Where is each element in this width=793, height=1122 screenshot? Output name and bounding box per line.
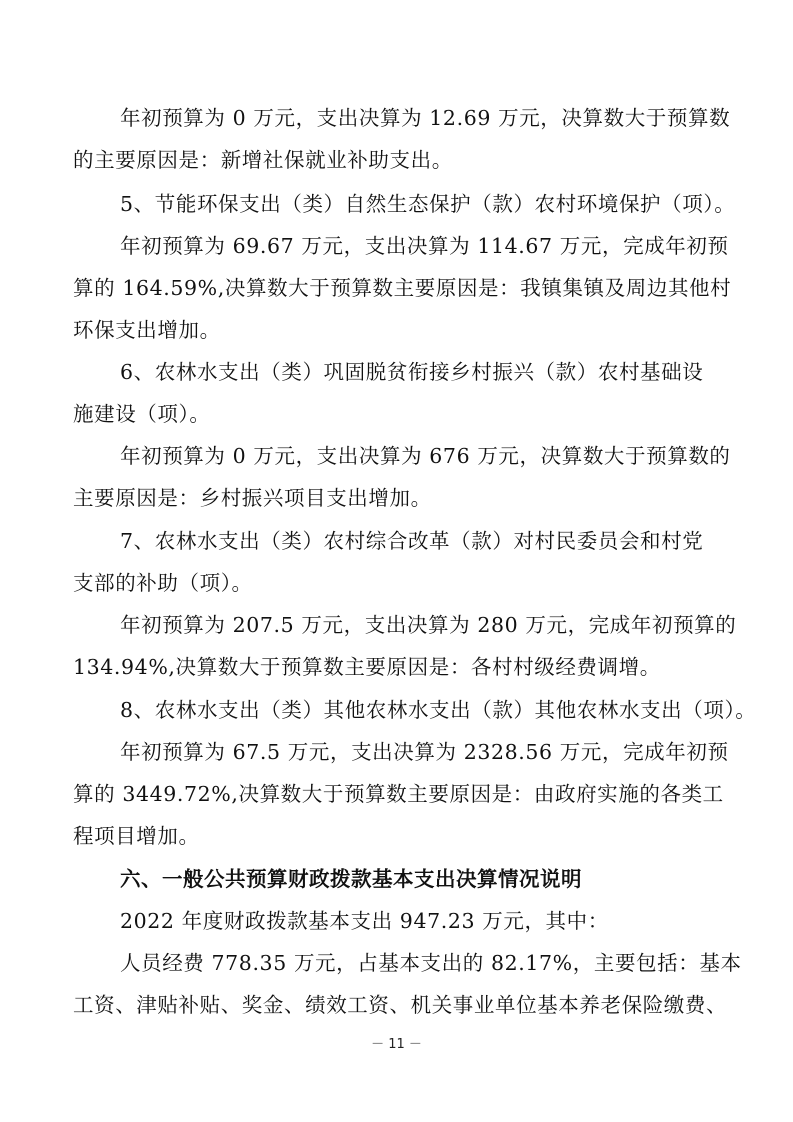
body-line-9: 年初预算为 0 万元，支出决算为 676 万元，决算数大于预算数的	[120, 444, 731, 468]
item-5-heading: 5、节能环保支出（类）自然生态保护（款）农村环境保护（项）。	[120, 192, 736, 216]
body-line-14: 134.94%,决算数大于预算数主要原因是：各村村级经费调增。	[73, 655, 661, 679]
item-6-heading: 6、农林水支出（类）巩固脱贫衔接乡村振兴（款）农村基础设	[120, 360, 704, 384]
body-line-1: 年初预算为 0 万元，支出决算为 12.69 万元，决算数大于预算数	[120, 106, 731, 130]
item-8-heading: 8、农林水支出（类）其他农林水支出（款）其他农林水支出（项）。	[120, 698, 757, 722]
body-line-4: 年初预算为 69.67 万元，支出决算为 114.67 万元，完成年初预	[120, 234, 729, 258]
item-7-heading-cont: 支部的补助（项）。	[73, 571, 253, 595]
body-line-5: 算的 164.59%,决算数大于预算数主要原因是：我镇集镇及周边其他村	[73, 276, 732, 300]
body-line-21: 人员经费 778.35 万元，占基本支出的 82.17%，主要包括：基本	[120, 951, 742, 975]
item-7-heading: 7、农林水支出（类）农村综合改革（款）对村民委员会和村党	[120, 529, 704, 553]
body-line-20: 2022 年度财政拨款基本支出 947.23 万元，其中：	[120, 909, 609, 933]
body-line-18: 程项目增加。	[73, 824, 200, 848]
page-number: － 11 －	[371, 1037, 422, 1052]
body-line-13: 年初预算为 207.5 万元，支出决算为 280 万元，完成年初预算的	[120, 613, 737, 637]
section-6-heading: 六、一般公共预算财政拨款基本支出决算情况说明	[120, 867, 582, 891]
body-line-17: 算的 3449.72%,决算数大于预算数主要原因是：由政府实施的各类工	[73, 782, 724, 806]
body-line-22: 工资、津贴补贴、奖金、绩效工资、机关事业单位基本养老保险缴费、	[73, 993, 728, 1017]
body-line-16: 年初预算为 67.5 万元，支出决算为 2328.56 万元，完成年初预	[120, 740, 729, 764]
item-6-heading-cont: 施建设（项）。	[73, 402, 211, 426]
body-line-10: 主要原因是：乡村振兴项目支出增加。	[73, 486, 432, 510]
body-line-6: 环保支出增加。	[73, 318, 221, 342]
body-line-2: 的主要原因是：新增社保就业补助支出。	[73, 148, 453, 172]
